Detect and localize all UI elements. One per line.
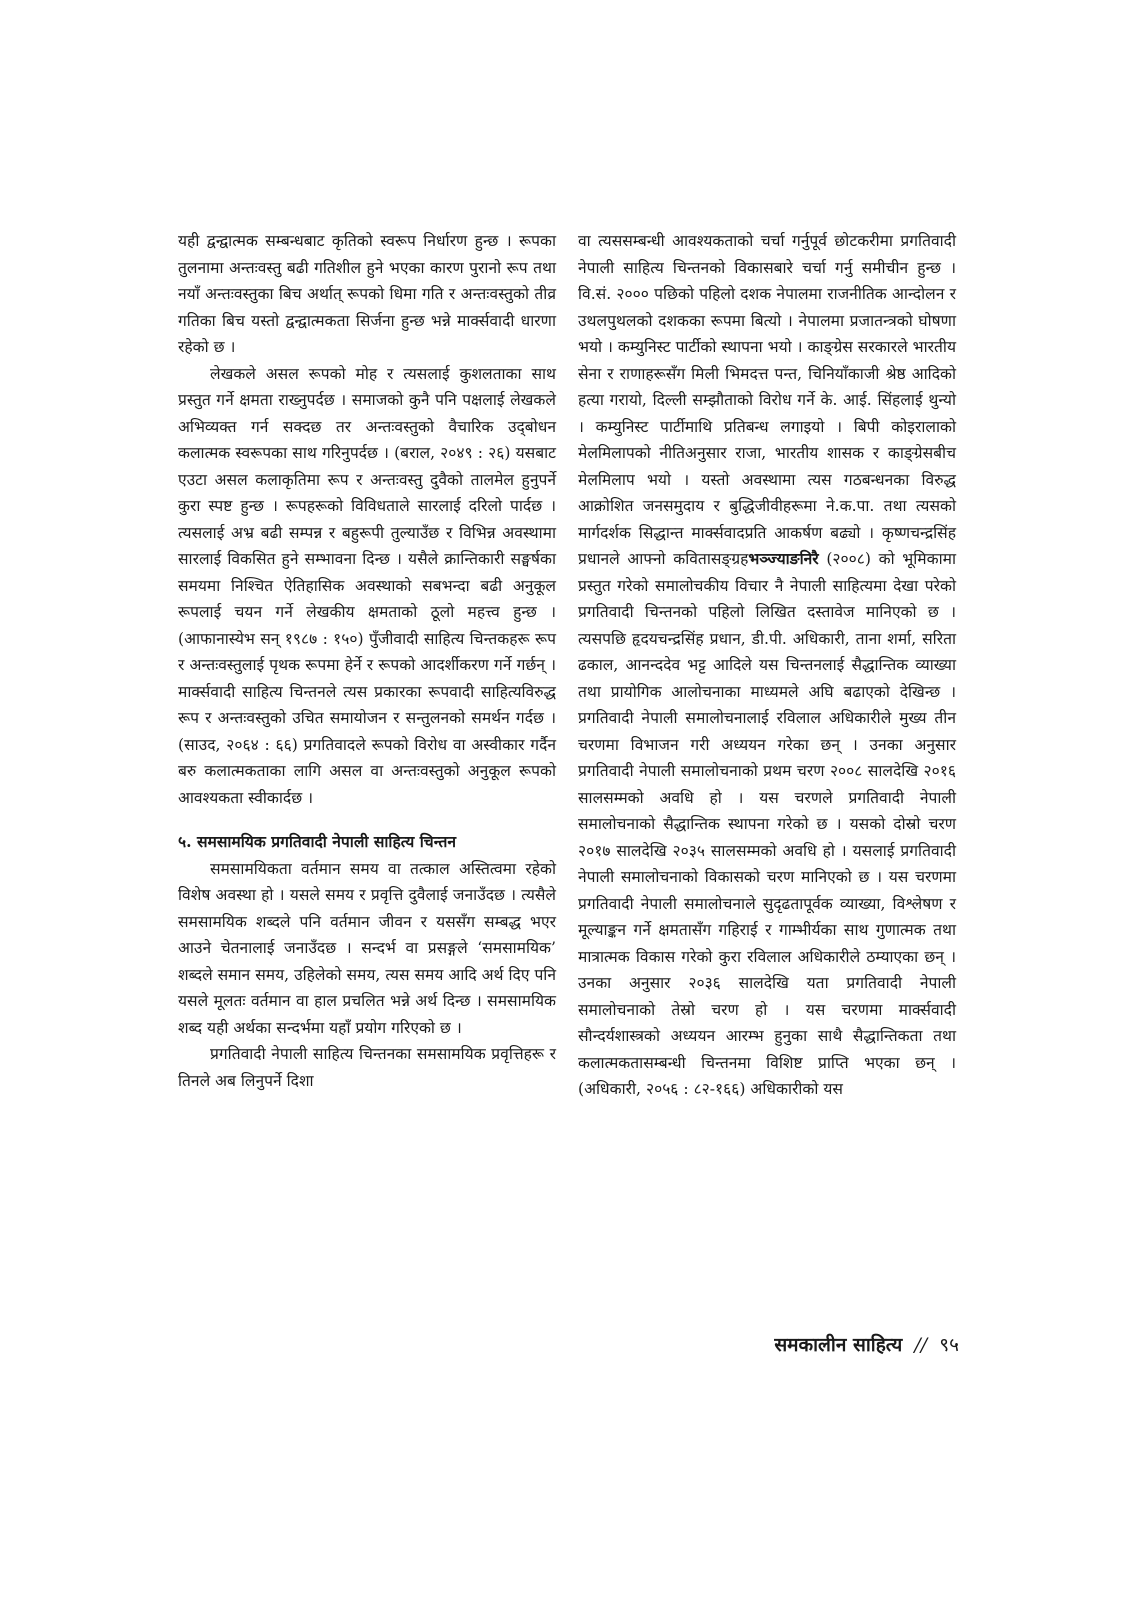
left-column xyxy=(178,228,556,1094)
page-number: ९५ xyxy=(939,1334,959,1356)
page-footer xyxy=(774,1332,959,1358)
footer-separator: // xyxy=(914,1334,928,1356)
section-heading: ५. समसामयिक प्रगतिवादी नेपाली साहित्य चिन्तन xyxy=(178,832,457,851)
left-paragraph-2: लेखकले असल रूपको मोह र त्यसलाई कुशलताका साथ प्रस्तुत गर्ने क्षमता राख्नुपर्दछ । समाजको कुनै पनि पक्षलाई लेखकले अभिव्यक्त गर्न सक्दछ तर अन्तःवस्तुको वैचारिक उद्‌बोधन कलात्मक स्वरूपका साथ गरिनुपर्दछ । (बराल, २०४९ : २६) यसबाट एउटा असल कलाकृतिमा रूप र अन्तःवस्तु दुवैको तालमेल हुनुपर्ने कुरा स्पष्ट हुन्छ । रूपहरूको विविधताले सारलाई दरिलो पार्दछ । त्यसलाई अभ्र बढी सम्पन्न र बहुरूपी तुल्याउँछ र विभिन्न अवस्थामा सारलाई विकसित हुने सम्भावना दिन्छ । यसैले क्रान्तिकारी सङ्घर्षका समयमा निश्चित ऐतिहासिक अवस्थाको सबभन्दा बढी अनुकूल रूपलाई चयन गर्ने लेखकीय क्षमताको ठूलो महत्त्व हुन्छ । (आफानास्येभ सन् १९८७ : १५०) पुँजीवादी साहित्य चिन्तकहरू रूप र अन्तःवस्तुलाई पृथक रूपमा हेर्ने र रूपको आदर्शीकरण गर्ने गर्छन् । मार्क्सवादी साहित्य चिन्तनले त्यस प्रकारका रूपवादी साहित्यविरुद्ध रूप र अन्तःवस्तुको उचित समायोजन र सन्तुलनको समर्थन गर्दछ । (साउद, २०६४ : ६६) प्रगतिवादले रूपको विरोध वा अस्वीकार गर्दैन बरु कलात्मकताका लागि असल वा अन्तःवस्तुको अनुकूल रूपको आवश्यकता स्वीकार्दछ । xyxy=(178,364,556,807)
book-title: भञ्ज्याङनिरै xyxy=(748,549,819,568)
right-column xyxy=(578,228,956,1103)
right-text-part-1: वा त्यससम्बन्धी आवश्यकताको चर्चा गर्नुपूर्व छोटकरीमा प्रगतिवादी नेपाली साहित्य चिन्तनको विकासबारे चर्चा गर्नु समीचीन हुन्छ । वि.सं. २००० पछिको पहिलो दशक नेपालमा राजनीतिक आन्दोलन र उथलपुथलको दशकका रूपमा बित्यो । नेपालमा प्रजातन्त्रको घोषणा भयो । कम्युनिस्ट पार्टीको स्थापना भयो । काङ्ग्रेस सरकारले भारतीय सेना र राणाहरूसँग मिली भिमदत्त पन्त, चिनियाँकाजी श्रेष्ठ आदिको हत्या गरायो, दिल्ली सम्झौताको विरोध गर्ने के. आई. सिंहलाई थुन्यो । कम्युनिस्ट पार्टीमाथि प्रतिबन्ध लगाइयो । बिपी कोइरालाको मेलमिलापको नीतिअनुसार राजा, भारतीय शासक र काङ्ग्रेसबीच मेलमिलाप भयो । यस्तो अवस्थामा त्यस गठबन्धनका विरुद्ध आक्रोशित जनसमुदाय र बुद्धिजीवीहरूमा ने.क.पा. तथा त्यसको मार्गदर्शक सिद्धान्त मार्क्सवादप्रति आकर्षण बढ्यो । कृष्णचन्द्रसिंह प्रधानले आफ्नो कवितासङ्ग्रह xyxy=(578,232,956,568)
left-paragraph-3: समसामयिकता वर्तमान समय वा तत्काल अस्तित्वमा रहेको विशेष अवस्था हो । यसले समय र प्रवृत्ति दुवैलाई जनाउँदछ । त्यसैले समसामयिक शब्दले पनि वर्तमान जीवन र यससँग सम्बद्ध भएर आउने चेतनालाई जनाउँदछ । सन्दर्भ वा प्रसङ्गले ‘समसामयिक’ शब्दले समान समय, उहिलेको समय, त्यस समय आदि अर्थ दिए पनि यसले मूलतः वर्तमान वा हाल प्रचलित भन्ने अर्थ दिन्छ । समसामयिक शब्द यही अर्थका सन्दर्भमा यहाँ प्रयोग गरिएको छ । xyxy=(178,859,556,1037)
journal-name: समकालीन साहित्य xyxy=(774,1334,903,1356)
left-paragraph-1: यही द्वन्द्वात्मक सम्बन्धबाट कृतिको स्वरूप निर्धारण हुन्छ । रूपका तुलनामा अन्तःवस्तु बढी गतिशील हुने भएका कारण पुरानो रूप तथा नयाँ अन्तःवस्तुका बिच अर्थात् रूपको धिमा गति र अन्तःवस्तुको तीव्र गतिका बिच यस्तो द्वन्द्वात्मकता सिर्जना हुन्छ भन्ने मार्क्सवादी धारणा रहेको छ । xyxy=(178,232,556,356)
right-text-part-2: (२००८) को भूमिकामा प्रस्तुत गरेको समालोचकीय विचार नै नेपाली साहित्यमा देखा परेको प्रगतिवादी चिन्तनको पहिलो लिखित दस्तावेज मानिएको छ । त्यसपछि हृदयचन्द्रसिंह प्रधान, डी.पी. अधिकारी, ताना शर्मा, सरिता ढकाल, आनन्ददेव भट्ट आदिले यस चिन्तनलाई सैद्धान्तिक व्याख्या तथा प्रायोगिक आलोचनाका माध्यमले अघि बढाएको देखिन्छ । प्रगतिवादी नेपाली समालोचनालाई रविलाल अधिकारीले मुख्य तीन चरणमा विभाजन गरी अध्ययन गरेका छन् । उनका अनुसार प्रगतिवादी नेपाली समालोचनाको प्रथम चरण २००८ सालदेखि २०१६ सालसम्मको अवधि हो । यस चरणले प्रगतिवादी नेपाली समालोचनाको सैद्धान्तिक स्थापना गरेको छ । यसको दोस्रो चरण २०१७ सालदेखि २०३५ सालसम्मको अवधि हो । यसलाई प्रगतिवादी नेपाली समालोचनाको विकासको चरण मानिएको छ । यस चरणमा प्रगतिवादी नेपाली समालोचनाले सुदृढतापूर्वक व्याख्या, विश्लेषण र मूल्याङ्कन गर्ने क्षमतासँग गहिराई र गाम्भीर्यका साथ गुणात्मक तथा मात्रात्मक विकास गरेको कुरा रविलाल अधिकारीले ठम्याएका छन् । उनका अनुसार २०३६ सालदेखि यता प्रगतिवादी नेपाली समालोचनाको तेस्रो चरण हो । यस चरणमा मार्क्सवादी सौन्दर्यशास्त्रको अध्ययन आरम्भ हुनुका साथै सैद्धान्तिकता तथा कलात्मकतासम्बन्धी चिन्तनमा विशिष्ट प्राप्ति भएका छन् । (अधिकारी, २०५६ : ८२-१६६) अधिकारीको यस xyxy=(578,550,956,1098)
left-paragraph-4: प्रगतिवादी नेपाली साहित्य चिन्तनका समसामयिक प्रवृत्तिहरू र तिनले अब लिनुपर्ने दिशा xyxy=(178,1045,556,1090)
right-paragraph-1 xyxy=(578,228,956,1103)
